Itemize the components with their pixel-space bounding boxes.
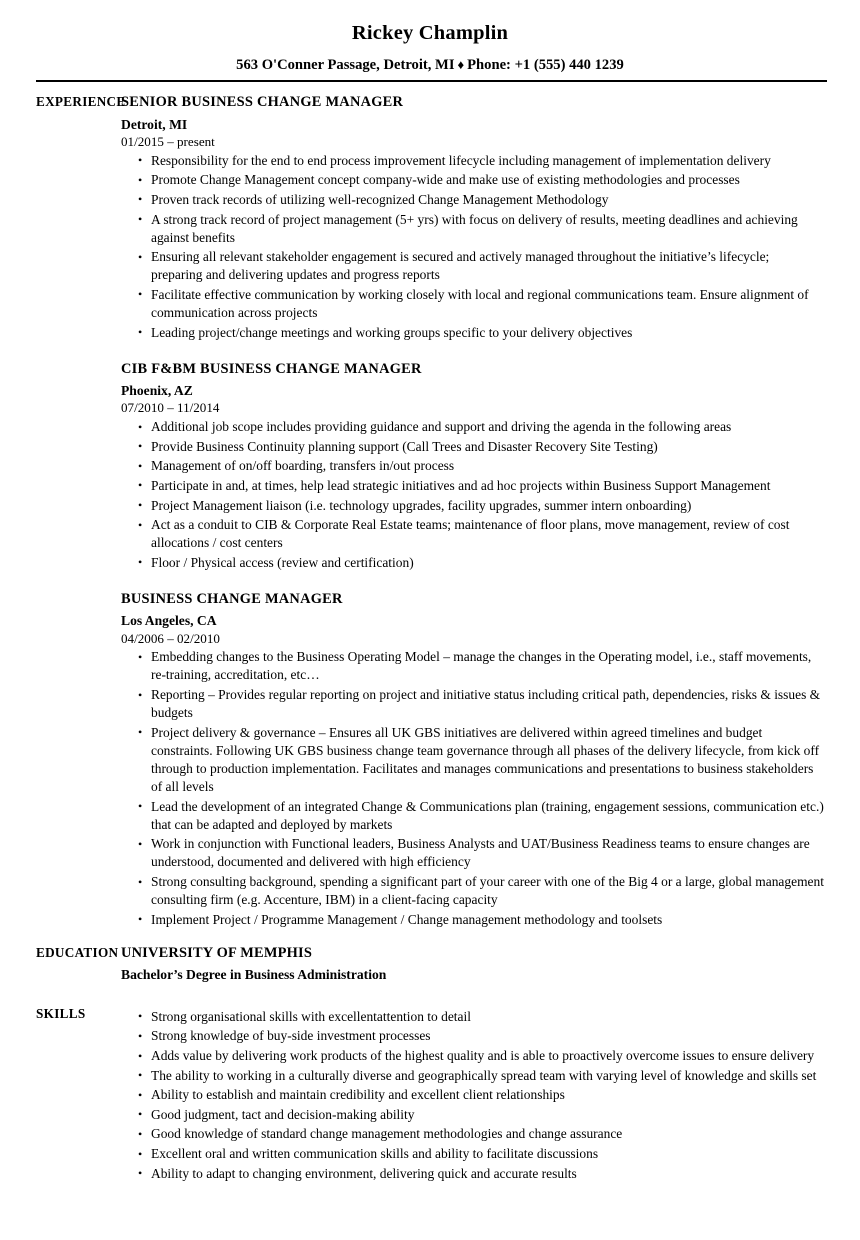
job-bullet: • Lead the development of an integrated Change & Communications plan (training, engagement sessions, communication etc.) that can be adapted and deployed by markets bbox=[121, 798, 824, 834]
experience-entry bbox=[121, 591, 824, 929]
job-bullet: • Embedding changes to the Business Operating Model – manage the changes in the Operating model, i.e., staff movements, re-training, accreditation, etc… bbox=[121, 648, 824, 684]
education-school: UNIVERSITY OF MEMPHIS bbox=[121, 944, 313, 961]
job-title: BUSINESS CHANGE MANAGER bbox=[121, 590, 343, 607]
job-bullet: • Leading project/change meetings and working groups specific to your delivery objectives bbox=[121, 324, 824, 342]
skill-bullet: • Strong knowledge of buy-side investment processes bbox=[121, 1027, 824, 1045]
experience-entry bbox=[121, 94, 824, 341]
skill-bullet: • Adds value by delivering work products of the highest quality and is able to proactively overcome issues to ensure delivery bbox=[121, 1047, 824, 1065]
job-bullet: • Reporting – Provides regular reporting on project and initiative status including critical path, dependencies, risks & issues & budgets bbox=[121, 686, 824, 722]
job-dates: 01/2015 – present bbox=[121, 133, 215, 149]
education-degree: Bachelor’s Degree in Business Administration bbox=[121, 967, 387, 983]
job-bullet: • Floor / Physical access (review and certification) bbox=[121, 554, 824, 572]
job-title: CIB F&BM BUSINESS CHANGE MANAGER bbox=[121, 360, 422, 377]
experience-body bbox=[121, 94, 860, 928]
skill-bullet: • Ability to establish and maintain credibility and excellent client relationships bbox=[121, 1086, 824, 1104]
education-section bbox=[0, 945, 860, 984]
candidate-name: Rickey Champlin bbox=[351, 22, 509, 44]
section-label-skills: SKILLS bbox=[36, 1006, 86, 1022]
header-divider bbox=[36, 80, 827, 82]
job-location: Phoenix, AZ bbox=[121, 383, 193, 399]
job-bullet: • Project delivery & governance – Ensures all UK GBS initiatives are delivered within agreed timelines and budget constraints. Following UK GBS business change team governance through all phases of the delivery lifecycle, from kick off through to production implementation. Facilitates and manages communications and presentations to business stakeholders of all levels bbox=[121, 724, 824, 796]
skills-section bbox=[0, 1006, 860, 1182]
skills-bullet-list bbox=[121, 1008, 824, 1183]
job-bullet: • Management of on/off boarding, transfers in/out process bbox=[121, 457, 824, 475]
section-label-education: EDUCATION bbox=[36, 944, 119, 960]
skill-bullet: • Good knowledge of standard change management methodologies and change assurance bbox=[121, 1125, 824, 1143]
skill-bullet: • Good judgment, tact and decision-making ability bbox=[121, 1106, 824, 1124]
experience-section bbox=[0, 94, 860, 928]
job-bullet-list bbox=[121, 648, 824, 928]
job-dates: 04/2006 – 02/2010 bbox=[121, 630, 220, 646]
job-bullet: • Act as a conduit to CIB & Corporate Real Estate teams; maintenance of floor plans, move management, review of cost allocations / cost centers bbox=[121, 516, 824, 552]
resume-header bbox=[0, 0, 860, 73]
candidate-address: 563 O'Conner Passage, Detroit, MI bbox=[236, 56, 455, 73]
job-bullet: • A strong track record of project management (5+ yrs) with focus on delivery of results, meeting deadlines and achieving against benefits bbox=[121, 211, 824, 247]
experience-entry bbox=[121, 361, 824, 572]
candidate-phone: Phone: +1 (555) 440 1239 bbox=[467, 56, 624, 73]
skill-bullet: • Excellent oral and written communication skills and ability to facilitate discussions bbox=[121, 1145, 824, 1163]
job-bullet: • Ensuring all relevant stakeholder engagement is secured and actively managed throughout the initiative’s lifecycle; preparing and delivering updates and progress reports bbox=[121, 248, 824, 284]
job-bullet: • Implement Project / Programme Management / Change management methodology and toolsets bbox=[121, 911, 824, 929]
job-location: Detroit, MI bbox=[121, 116, 188, 132]
job-bullet: • Strong consulting background, spending a significant part of your career with one of the Big 4 or a large, global management consulting firm (e.g. Accenture, IBM) in a client-facing capacity bbox=[121, 873, 824, 909]
skills-body bbox=[121, 1006, 860, 1182]
job-bullet: • Work in conjunction with Functional leaders, Business Analysts and UAT/Business Readiness teams to ensure changes are understood, documented and delivered with high efficiency bbox=[121, 835, 824, 871]
diamond-separator-icon: ♦ bbox=[457, 56, 465, 72]
skill-bullet: • Strong organisational skills with excellentattention to detail bbox=[121, 1008, 824, 1026]
job-bullet: • Provide Business Continuity planning support (Call Trees and Disaster Recovery Site Testing) bbox=[121, 438, 824, 456]
job-location: Los Angeles, CA bbox=[121, 613, 217, 629]
job-bullet: • Additional job scope includes providing guidance and support and driving the agenda in the following areas bbox=[121, 418, 824, 436]
contact-line bbox=[0, 57, 860, 74]
job-bullet: • Responsibility for the end to end process improvement lifecycle including management of implementation delivery bbox=[121, 152, 824, 170]
job-bullet: • Facilitate effective communication by working closely with local and regional communications team. Ensure alignment of communication across projects bbox=[121, 286, 824, 322]
job-bullet: • Participate in and, at times, help lead strategic initiatives and ad hoc projects within Business Support Management bbox=[121, 477, 824, 495]
job-bullet-list bbox=[121, 152, 824, 342]
education-entry bbox=[121, 945, 824, 984]
job-bullet-list bbox=[121, 418, 824, 572]
job-bullet: • Proven track records of utilizing well-recognized Change Management Methodology bbox=[121, 191, 824, 209]
section-label-experience: EXPERIENCE bbox=[36, 94, 126, 110]
skill-bullet: • Ability to adapt to changing environment, delivering quick and accurate results bbox=[121, 1165, 824, 1183]
education-body bbox=[121, 945, 860, 984]
job-title: SENIOR BUSINESS CHANGE MANAGER bbox=[121, 94, 404, 111]
job-dates: 07/2010 – 11/2014 bbox=[121, 400, 220, 416]
job-bullet: • Promote Change Management concept company-wide and make use of existing methodologies and processes bbox=[121, 171, 824, 189]
job-bullet: • Project Management liaison (i.e. technology upgrades, facility upgrades, summer intern onboarding) bbox=[121, 497, 824, 515]
skill-bullet: • The ability to working in a culturally diverse and geographically spread team with varying level of knowledge and skills set bbox=[121, 1067, 824, 1085]
